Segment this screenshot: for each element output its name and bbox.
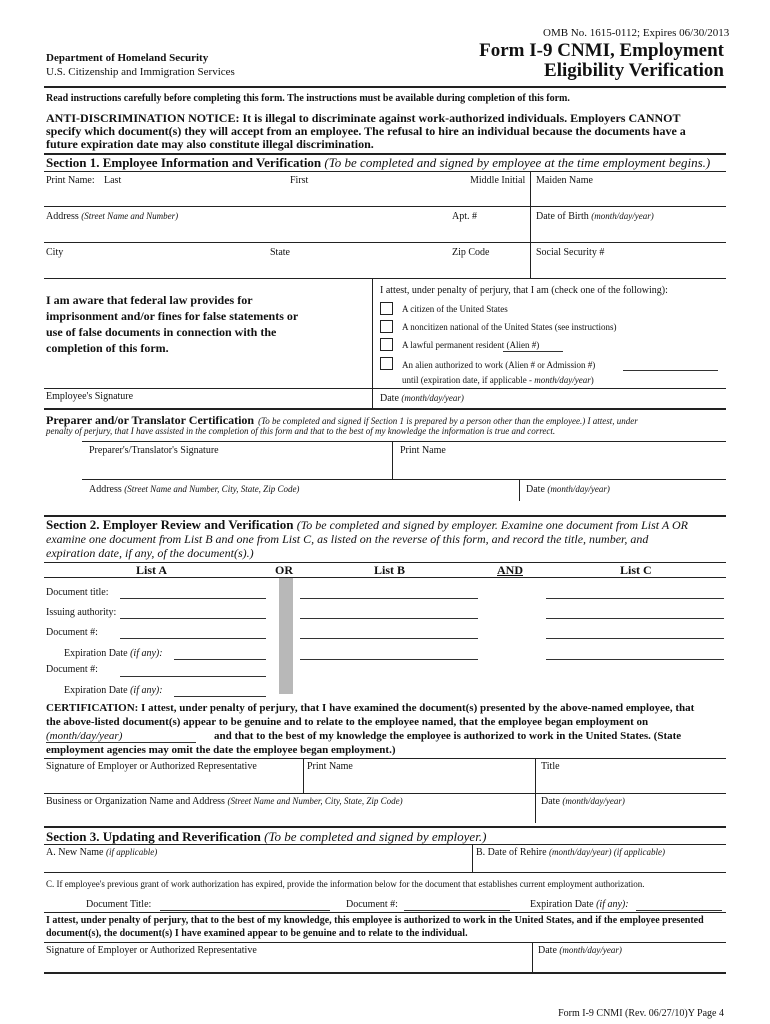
city-label: City <box>46 247 64 258</box>
zip-label: Zip Code <box>452 247 490 258</box>
doc-number-label: Document #: <box>46 627 98 638</box>
employer-date-label: Date (month/day/year) <box>541 796 625 807</box>
list-b-issuing-field[interactable] <box>300 618 478 619</box>
certification-line-4: employment agencies may omit the date the employee began employment.) <box>46 744 396 756</box>
new-name-label: A. New Name (if applicable) <box>46 847 158 858</box>
s3-doc-number-field[interactable] <box>404 910 510 911</box>
anti-discrimination-line-3: future expiration date may also constitute illegal discrimination. <box>46 137 374 151</box>
section1-heading: Section 1. Employee Information and Verification (To be completed and signed by employee at the time employment begins.) <box>46 155 711 170</box>
preparer-date-label: Date (month/day/year) <box>526 484 610 495</box>
aware-line-3: use of false documents in connection with the <box>46 325 277 339</box>
dob-label: Date of Birth (month/day/year) <box>536 211 654 222</box>
middle-initial-label: Middle Initial <box>470 175 526 186</box>
ssn-label: Social Security # <box>536 247 605 258</box>
employer-title-label: Title <box>541 761 560 772</box>
aware-line-1: I am aware that federal law provides for <box>46 293 253 307</box>
preparer-note-line-2: penalty of perjury, that I have assisted in the completion of this form and that to the best of my knowledge the information is true and correct. <box>46 426 556 436</box>
certification-date-hint: (month/day/year) <box>46 730 123 742</box>
alien-authorized-checkbox[interactable] <box>380 357 393 370</box>
aware-line-4: completion of this form. <box>46 341 169 355</box>
read-instructions: Read instructions carefully before completing this form. The instructions must be available during completion of this form. <box>46 93 570 104</box>
employer-signature-label: Signature of Employer or Authorized Representative <box>46 761 257 772</box>
s3-doc-title-field[interactable] <box>160 910 330 911</box>
address-field-line[interactable] <box>44 242 726 243</box>
list-a-doc-title-field[interactable] <box>120 598 266 599</box>
alien-authorized-option-label: An alien authorized to work (Alien # or Admission #) <box>402 360 596 370</box>
list-b-heading: List B <box>374 563 406 577</box>
header-divider <box>44 86 726 88</box>
form-title-line-1: Form I-9 CNMI, Employment <box>479 40 724 61</box>
s3-doc-number-label: Document #: <box>346 899 398 910</box>
list-a-exp-date-field-2[interactable] <box>174 696 266 697</box>
s3-date-label: Date (month/day/year) <box>538 945 622 956</box>
issuing-authority-label: Issuing authority: <box>46 607 117 618</box>
exp-date-label-2: Expiration Date (if any): <box>64 685 163 696</box>
city-field-line[interactable] <box>44 278 726 279</box>
list-a-doc-number-field-2[interactable] <box>120 676 266 677</box>
until-expiration-label: until (expiration date, if applicable - month/day/year) <box>402 375 594 385</box>
certification-line-1: CERTIFICATION: I attest, under penalty of perjury, that I have examined the document(s) presented by the above-named employee, that <box>46 702 695 714</box>
preparer-heading: Preparer and/or Translator Certification (To be completed and signed if Section 1 is prepared by a person other than the employee.) I attest, under <box>46 413 638 427</box>
list-b-doc-number-field[interactable] <box>300 638 478 639</box>
preparer-address-label: Address (Street Name and Number, City, State, Zip Code) <box>89 484 300 495</box>
list-c-doc-number-field[interactable] <box>546 638 724 639</box>
anti-discrimination-line-2: specify which document(s) they will accept from an employee. The refusal to hire an individual because the documents have a <box>46 124 686 138</box>
maiden-name-label: Maiden Name <box>536 175 593 186</box>
employment-start-date-field[interactable] <box>46 742 196 743</box>
permanent-resident-option-label: A lawful permanent resident (Alien #) <box>402 340 540 350</box>
department-name: Department of Homeland Security <box>46 52 209 64</box>
list-c-heading: List C <box>620 563 652 577</box>
alien-admission-number-field[interactable] <box>623 370 718 371</box>
form-title-line-2: Eligibility Verification <box>544 60 724 81</box>
omb-number: OMB No. 1615-0112; Expires 06/30/2013 <box>543 27 730 39</box>
section3-bottom-rule <box>44 972 726 974</box>
s3-doc-title-label: Document Title: <box>86 899 152 910</box>
section3-top-rule <box>44 826 726 828</box>
alien-number-field[interactable] <box>503 351 563 352</box>
section2-note-line-3: expiration date, if any, of the document(s).) <box>46 546 254 560</box>
list-a-heading: List A <box>136 563 168 577</box>
section3-heading: Section 3. Updating and Reverification (To be completed and signed by employer.) <box>46 829 487 844</box>
section3-attest-line-1: I attest, under penalty of perjury, that to the best of my knowledge, this employee is authorized to work in the United States, and if the employee presented <box>46 915 704 926</box>
first-name-label: First <box>290 175 309 186</box>
section3-c-instructions: C. If employee's previous grant of work authorization has expired, provide the information below for the document that establishes current employment authorization. <box>46 879 645 889</box>
certification-line-2: the above-listed document(s) appear to be genuine and to relate to the employee named, that the employee began employment on <box>46 716 649 728</box>
list-c-exp-date-field[interactable] <box>546 659 724 660</box>
employer-print-name-label: Print Name <box>307 761 353 772</box>
aware-line-2: imprisonment and/or fines for false statements or <box>46 309 299 323</box>
list-b-exp-date-field[interactable] <box>300 659 478 660</box>
print-name-label: Print Name: <box>46 175 95 186</box>
or-label: OR <box>275 563 293 577</box>
list-a-exp-date-field[interactable] <box>174 659 266 660</box>
name-field-line[interactable] <box>44 206 726 207</box>
doc-number-label-2: Document #: <box>46 664 98 675</box>
s3-employer-signature-label: Signature of Employer or Authorized Representative <box>46 945 257 956</box>
employee-signature-label: Employee's Signature <box>46 391 134 402</box>
section2-heading: Section 2. Employer Review and Verification (To be completed and signed by employer. Examine one document from List A OR <box>46 517 689 532</box>
state-label: State <box>270 247 290 258</box>
last-name-label: Last <box>104 175 122 186</box>
attest-statement: I attest, under penalty of perjury, that I am (check one of the following): <box>380 285 668 296</box>
list-c-issuing-field[interactable] <box>546 618 724 619</box>
preparer-print-name-label: Print Name <box>400 445 446 456</box>
doc-title-label: Document title: <box>46 587 109 598</box>
anti-discrimination-line-1: ANTI-DISCRIMINATION NOTICE: It is illegal to discriminate against work-authorized individuals. Employers CANNOT <box>46 111 681 125</box>
and-label: AND <box>497 563 523 577</box>
employee-date-label: Date (month/day/year) <box>380 393 464 404</box>
noncitizen-option-label: A noncitizen national of the United States (see instructions) <box>402 322 617 332</box>
noncitizen-national-checkbox[interactable] <box>380 320 393 333</box>
agency-name: U.S. Citizenship and Immigration Services <box>46 66 235 78</box>
apt-label: Apt. # <box>452 211 477 222</box>
preparer-signature-label: Preparer's/Translator's Signature <box>89 445 219 456</box>
rehire-date-label: B. Date of Rehire (month/day/year) (if applicable) <box>476 847 666 858</box>
section2-note-line-2: examine one document from List B and one from List C, as listed on the reverse of this form, and record the title, number, and <box>46 532 649 546</box>
citizen-option-label: A citizen of the United States <box>402 304 508 314</box>
form-footer-id: Form I-9 CNMI (Rev. 06/27/10)Y Page 4 <box>558 1008 724 1019</box>
list-c-doc-title-field[interactable] <box>546 598 724 599</box>
certification-line-3: and that to the best of my knowledge the employee is authorized to work in the United States. (State <box>214 730 682 742</box>
list-b-doc-title-field[interactable] <box>300 598 478 599</box>
list-divider-bar <box>279 578 293 694</box>
business-address-label: Business or Organization Name and Address (Street Name and Number, City, State, Zip Code) <box>46 796 403 807</box>
exp-date-label: Expiration Date (if any): <box>64 648 163 659</box>
list-a-issuing-field[interactable] <box>120 618 266 619</box>
list-a-doc-number-field[interactable] <box>120 638 266 639</box>
citizen-checkbox[interactable] <box>380 302 393 315</box>
permanent-resident-checkbox[interactable] <box>380 338 393 351</box>
section3-attest-line-2: document(s), the document(s) I have examined appear to be genuine and to relate to the individual. <box>46 928 468 939</box>
s3-exp-date-field[interactable] <box>636 910 722 911</box>
address-label: Address (Street Name and Number) <box>46 211 179 222</box>
s3-exp-date-label: Expiration Date (if any): <box>530 899 629 910</box>
preparer-top-rule <box>44 408 726 410</box>
